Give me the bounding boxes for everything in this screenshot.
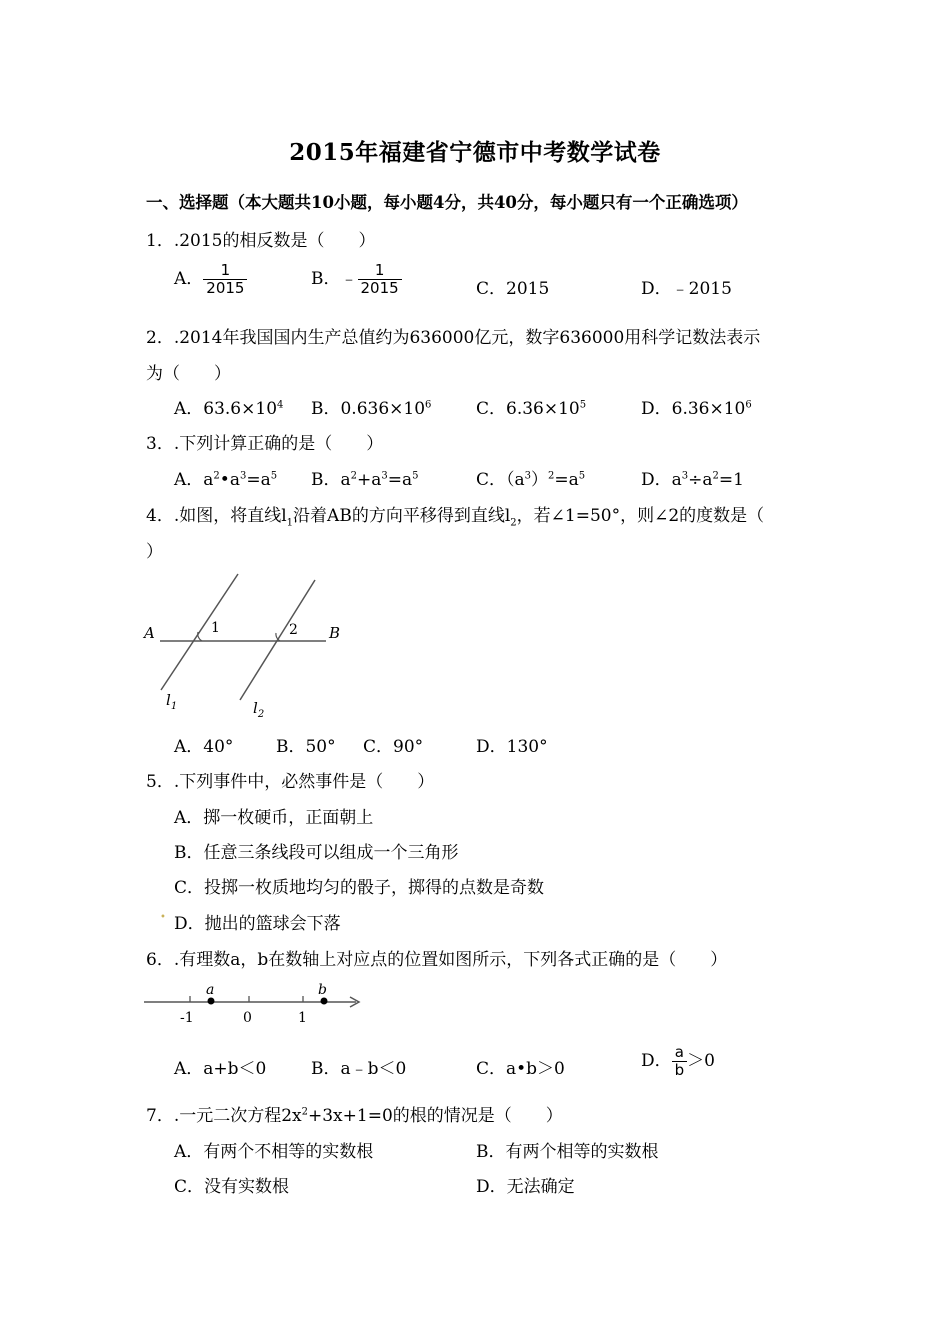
question-1-stem: 1．.2015的相反数是（ ） (146, 231, 376, 251)
label-angle-2: 2 (289, 622, 298, 638)
question-4-stem-line1: 4．.如图，将直线$l_1$沿着AB的方向平移得到直线$l_2$，若∠1=50°，则∠2的度数是（ (146, 506, 765, 529)
section-heading: 一、选择题（本大题共10小题，每小题4分，共40分，每小题只有一个正确选项） (146, 193, 748, 212)
label-point-a: a (206, 982, 215, 998)
label-a: A (144, 624, 155, 642)
question-2-stem-line2: 为（ ） (146, 364, 231, 384)
tick-label-0: 0 (243, 1010, 252, 1026)
line-l1 (161, 574, 238, 690)
tick-label-neg-1: -1 (180, 1010, 194, 1026)
q2-option-c: C．$6.36\times 10^5$ (476, 399, 587, 419)
q1-option-b: B．﹣ $\frac{1}{2015}$ (311, 262, 402, 297)
q2-option-a: A．$63.6\times 10^4$ (174, 399, 284, 419)
q7-option-d: D．无法确定 (476, 1177, 575, 1197)
q6-option-b: B．a﹣b＜0 (311, 1059, 407, 1079)
q6-option-c: C．a•b＞0 (476, 1059, 565, 1079)
tick-label-1: 1 (298, 1010, 307, 1026)
label-angle-1: 1 (211, 620, 220, 636)
q5-option-b: B．任意三条线段可以组成一个三角形 (174, 843, 459, 863)
q7-option-b: B．有两个相等的实数根 (476, 1142, 659, 1162)
label-l1: $l_1$ (166, 691, 178, 712)
question-7-stem: 7．.一元二次方程$2x^2+3x+1=0$的根的情况是（ ） (146, 1106, 563, 1126)
label-b: B (329, 624, 341, 642)
question-2-stem-line1: 2．.2014年我国国内生产总值约为636000亿元，数字636000用科学记数法表示 (146, 328, 761, 348)
question-3-stem: 3．.下列计算正确的是（ ） (146, 434, 384, 454)
q1-option-c: C．2015 (476, 279, 550, 299)
q6-d-fraction: $\frac{a}{b}$ (672, 1044, 688, 1079)
parallel-lines-figure (140, 568, 350, 723)
q4-option-d: D．130° (476, 737, 548, 757)
q6-option-d: D． $\frac{a}{b}$ ＞0 (641, 1043, 715, 1079)
stray-mark: • (160, 912, 166, 923)
point-a (208, 998, 215, 1005)
q4-option-a: A．40° (174, 737, 234, 757)
q5-option-c: C．投掷一枚质地均匀的骰子，掷得的点数是奇数 (174, 878, 545, 898)
q2-option-d: D．$6.36\times 10^6$ (641, 399, 752, 419)
label-l2: $l_2$ (253, 699, 265, 720)
q4-option-c: C．90° (363, 737, 424, 757)
q1-a-fraction: $\frac{1}{2015}$ (203, 262, 247, 297)
q7-option-a: A．有两个不相等的实数根 (174, 1142, 374, 1162)
label-point-b: b (318, 982, 327, 998)
q4-option-b: B．50° (276, 737, 336, 757)
question-6-stem: 6．.有理数a，b在数轴上对应点的位置如图所示，下列各式正确的是（ ） (146, 950, 728, 970)
q1-option-a: A． $\frac{1}{2015}$ (174, 262, 247, 297)
q2-option-b: B．$0.636\times 10^6$ (311, 399, 432, 419)
q7-option-c: C．没有实数根 (174, 1177, 290, 1197)
line-l2 (240, 580, 315, 700)
page-title: 2015年福建省宁德市中考数学试卷 (289, 139, 661, 166)
q1-b-fraction: $\frac{1}{2015}$ (358, 262, 402, 297)
q5-option-a: A．掷一枚硬币，正面朝上 (174, 808, 374, 828)
question-4-stem-line2: ） (146, 542, 163, 562)
q1-option-d: D．﹣2015 (641, 279, 732, 299)
q3-option-a: A．$a^2•a^3=a^5$ (174, 470, 278, 490)
q3-option-c: C．$(a^3)^2=a^5$ (476, 470, 586, 490)
q6-option-a: A．a+b＜0 (174, 1059, 267, 1079)
point-b (321, 998, 328, 1005)
q3-option-b: B．$a^2+a^3=a^5$ (311, 470, 419, 490)
q3-option-d: D．$a^3\div a^2=1$ (641, 470, 744, 490)
question-5-stem: 5．.下列事件中，必然事件是（ ） (146, 772, 435, 792)
number-line-figure (140, 978, 370, 1028)
q5-option-d: D．抛出的篮球会下落 (174, 914, 341, 934)
